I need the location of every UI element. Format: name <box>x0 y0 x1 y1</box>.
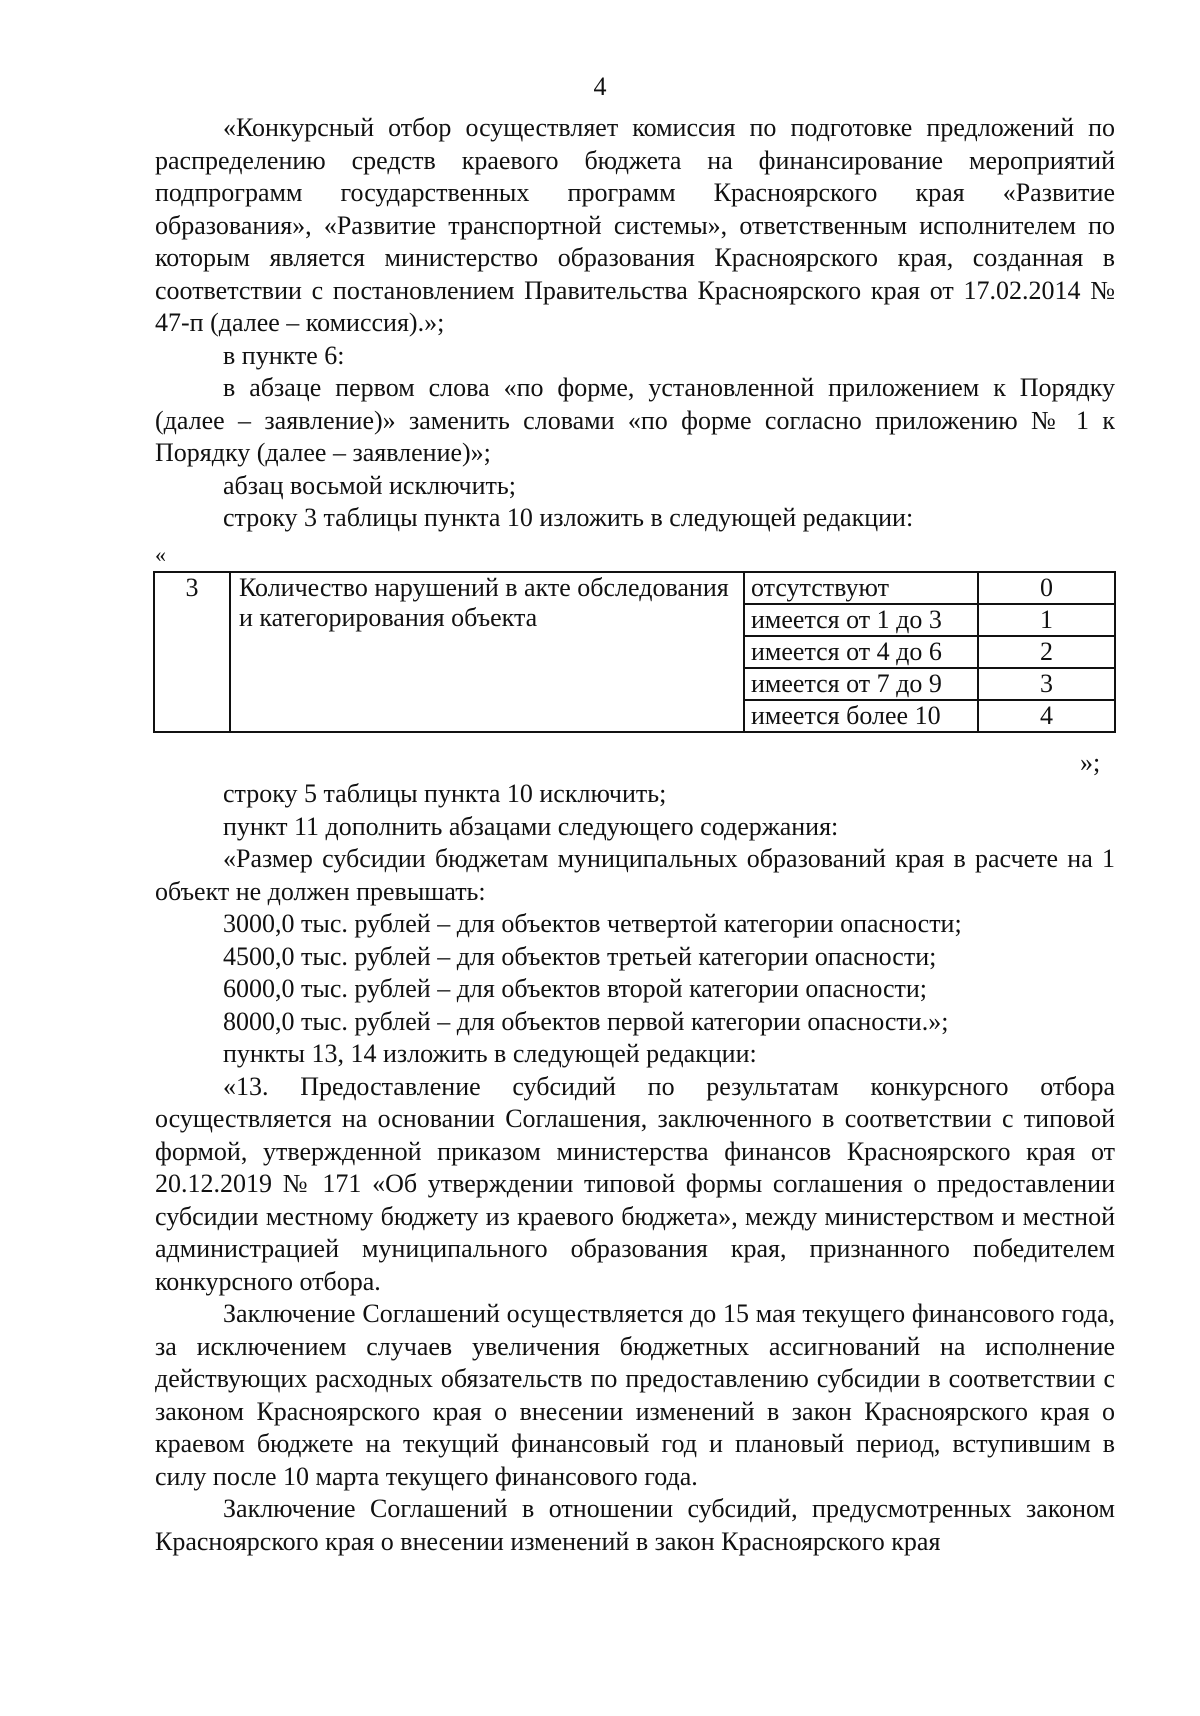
score-cell: 4 <box>978 700 1115 732</box>
criterion-cell: отсутствуют <box>744 572 978 604</box>
paragraph-first-abzac: в абзаце первом слова «по форме, установленной приложением к Порядку (далее – заявление)» заменить словами «по форме согласно приложению № 1 к Порядку (далее – заявление)»; <box>155 373 1115 467</box>
description-cell: Количество нарушений в акте обследования и категорирования объекта <box>230 572 744 732</box>
paragraph-agreements-deadline: Заключение Соглашений осуществляется до 15 мая текущего финансового года, за исключением случаев увеличения бюджетных ассигнований на исполнение действующих расходных обязательств по предоставлению субсидии в соответствии с законом Красноярского края о внесении изменений в закон Красноярского края о краевом бюджете на текущий финансовый год и плановый период, вступившим в силу после 10 марта текущего финансового года. <box>155 1299 1115 1491</box>
paragraph-category-4: 3000,0 тыс. рублей – для объектов четвертой категории опасности; <box>223 909 962 938</box>
paragraph-agreements-subsidies: Заключение Соглашений в отношении субсидий, предусмотренных законом Красноярского края о внесении изменений в закон Красноярского края <box>155 1494 1115 1556</box>
paragraph-category-3: 4500,0 тыс. рублей – для объектов третьей категории опасности; <box>223 941 937 971</box>
score-cell: 3 <box>978 668 1115 700</box>
criteria-table <box>153 571 1116 733</box>
page-number: 4 <box>593 72 607 101</box>
score-cell: 0 <box>978 572 1115 604</box>
paragraph-point-6: в пункте 6: <box>223 340 345 370</box>
paragraph-eighth-abzac: абзац восьмой исключить; <box>223 470 516 500</box>
paragraph-category-2: 6000,0 тыс. рублей – для объектов второй категории опасности; <box>223 974 928 1003</box>
table-row <box>154 572 1115 604</box>
bottom-text-block <box>155 778 1115 1558</box>
paragraph-category-1: 8000,0 тыс. рублей – для объектов первой категории опасности.»; <box>223 1006 949 1036</box>
criterion-cell: имеется от 4 до 6 <box>744 636 978 668</box>
paragraph-point-11: пункт 11 дополнить абзацами следующего содержания: <box>223 811 839 841</box>
paragraph-subsidy-size: «Размер субсидии бюджетам муниципальных образований края в расчете на 1 объект не должен превышать: <box>155 844 1115 906</box>
criterion-cell: имеется от 1 до 3 <box>744 604 978 636</box>
top-text-block <box>155 112 1115 535</box>
paragraph-points-13-14: пункты 13, 14 изложить в следующей редакции: <box>223 1039 757 1068</box>
table-close-quote: »; <box>1080 748 1101 777</box>
row-number-cell: 3 <box>154 572 230 732</box>
table-open-quote: « <box>155 542 166 567</box>
paragraph-row-3-intro: строку 3 таблицы пункта 10 изложить в следующей редакции: <box>223 503 914 532</box>
paragraph-row-5: строку 5 таблицы пункта 10 исключить; <box>223 779 667 808</box>
paragraph-13: «13. Предоставление субсидий по результатам конкурсного отбора осуществляется на основании Соглашения, заключенного в соответствии с типовой формой, утвержденной приказом министерства финансов Красноярского края от 20.12.2019 № 171 «Об утверждении типовой формы соглашения о предоставлении субсидии местному бюджету из краевого бюджета», между министерством и местной администрацией муниципального образования края, признанного победителем конкурсного отбора. <box>155 1071 1115 1296</box>
paragraph-commission: «Конкурсный отбор осуществляет комиссия по подготовке предложений по распределению средств краевого бюджета на финансирование мероприятий подпрограмм государственных программ Красноярского края «Развитие образования», «Развитие транспортной системы», ответственным исполнителем по которым является министерство образования Красноярского края, созданная в соответствии с постановлением Правительства Красноярского края от 17.02.2014 № 47-п (далее – комиссия).»; <box>155 113 1115 337</box>
score-cell: 2 <box>978 636 1115 668</box>
score-cell: 1 <box>978 604 1115 636</box>
criterion-cell: имеется более 10 <box>744 700 978 732</box>
criterion-cell: имеется от 7 до 9 <box>744 668 978 700</box>
